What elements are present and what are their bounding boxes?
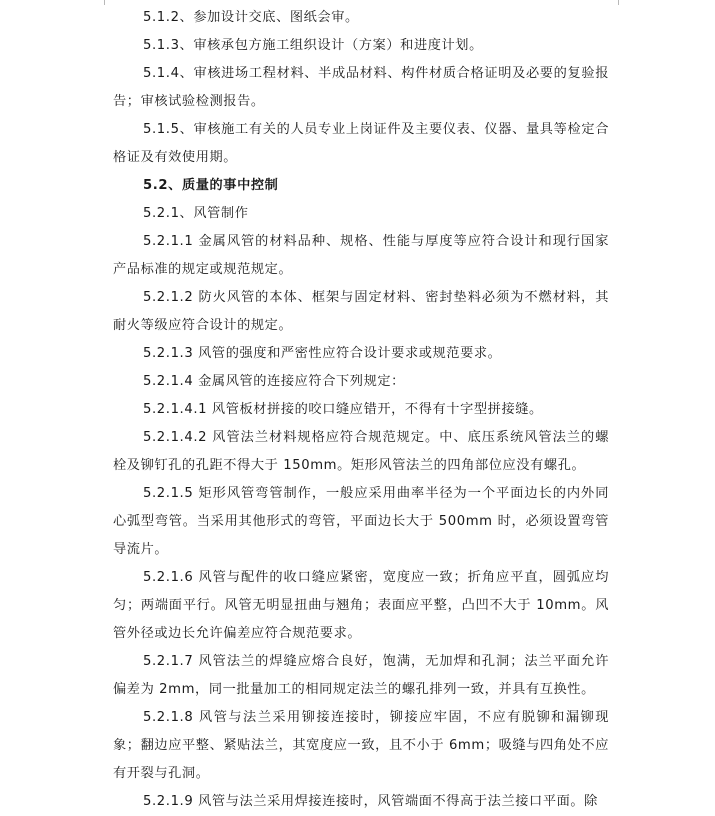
page-corner-mark-right (618, 0, 629, 5)
paragraph-5-2-1-1: 5.2.1.1 金属风管的材料品种、规格、性能与厚度等应符合设计和现行国家产品标准的规定或规范规定。 (113, 234, 609, 277)
paragraph-5-2-1-2: 5.2.1.2 防火风管的本体、框架与固定材料、密封垫料必须为不燃材料，其耐火等级应符合设计的规定。 (113, 290, 609, 333)
paragraph-5-2-1-9: 5.2.1.9 风管与法兰采用焊接连接时，风管端面不得高于法兰接口平面。除 (143, 794, 598, 809)
paragraph-5-2-1-8: 5.2.1.8 风管与法兰采用铆接连接时，铆接应牢固，不应有脱铆和漏铆现象；翻边应平整、紧贴法兰，其宽度应一致，且不小于 6mm；吸缝与四角处不应有开裂与孔洞。 (113, 710, 609, 781)
document-body (113, 4, 609, 816)
paragraph-5-1-4: 5.1.4、审核进场工程材料、半成品材料、构件材质合格证明及必要的复验报告；审核试验检测报告。 (113, 66, 609, 109)
paragraph-5-2-1-4-1: 5.2.1.4.1 风管板材拼接的咬口缝应错开，不得有十字型拼接缝。 (143, 402, 543, 417)
paragraph-5-2-1-4: 5.2.1.4 金属风管的连接应符合下列规定： (143, 374, 405, 389)
paragraph-5-2-1-5: 5.2.1.5 矩形风管弯管制作，一般应采用曲率半径为一个平面边长的内外同心弧型弯管。当采用其他形式的弯管，平面边长大于 500mm 时，必须设置弯管导流片。 (113, 486, 609, 557)
paragraph-5-1-3: 5.1.3、审核承包方施工组织设计（方案）和进度计划。 (143, 38, 483, 53)
section-heading-5-2: 5.2、质量的事中控制 (143, 178, 279, 193)
paragraph-5-2-1-3: 5.2.1.3 风管的强度和严密性应符合设计要求或规范要求。 (143, 346, 502, 361)
paragraph-5-2-1-6: 5.2.1.6 风管与配件的收口缝应紧密，宽度应一致；折角应平直，圆弧应均匀；两端面平行。风管无明显扭曲与翘角；表面应平整，凸凹不大于 10mm。风管外径或边长允许偏差应符合规范要求。 (113, 570, 609, 641)
paragraph-5-1-5: 5.1.5、审核施工有关的人员专业上岗证件及主要仪表、仪器、量具等检定合格证及有效使用期。 (113, 122, 609, 165)
paragraph-5-1-2: 5.1.2、参加设计交底、图纸会审。 (143, 10, 359, 25)
page-corner-mark-left (94, 0, 105, 5)
paragraph-5-2-1: 5.2.1、风管制作 (143, 206, 249, 221)
paragraph-5-2-1-7: 5.2.1.7 风管法兰的焊缝应熔合良好，饱满，无加焊和孔洞；法兰平面允许偏差为 2mm，同一批量加工的相同规定法兰的螺孔排列一致，并具有互换性。 (113, 654, 609, 697)
paragraph-5-2-1-4-2: 5.2.1.4.2 风管法兰材料规格应符合规范规定。中、底压系统风管法兰的螺栓及铆钉孔的孔距不得大于 150mm。矩形风管法兰的四角部位应没有螺孔。 (113, 430, 609, 473)
